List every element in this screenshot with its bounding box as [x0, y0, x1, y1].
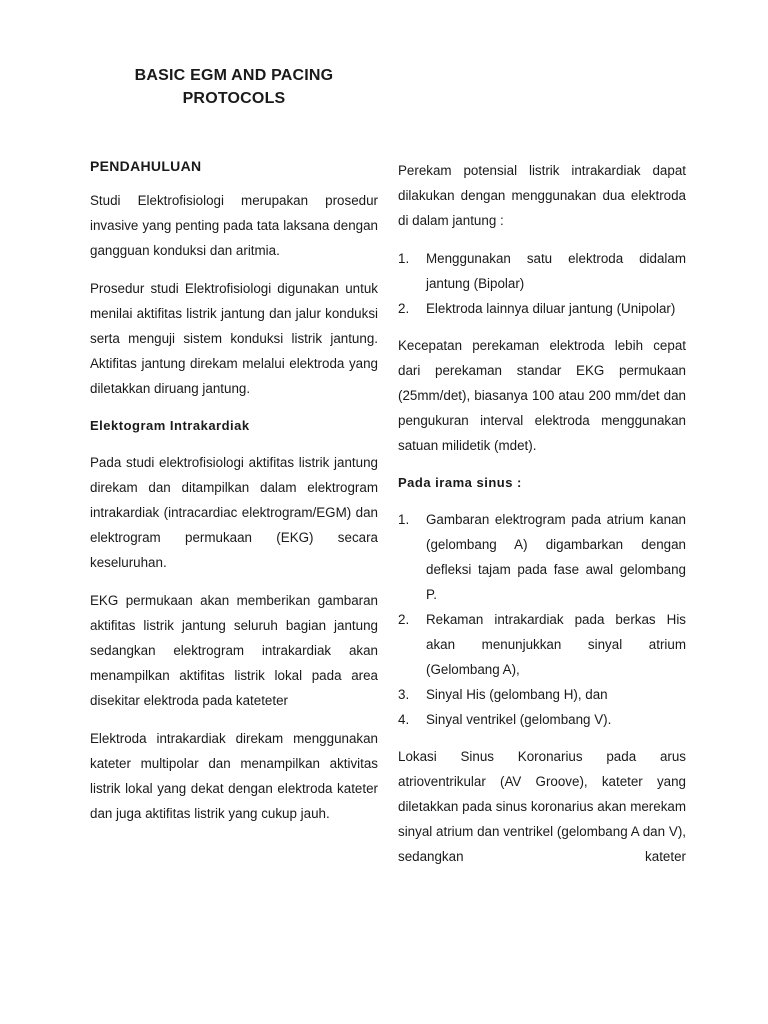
paragraph: Prosedur studi Elektrofisiologi digunakan untuk menilai aktifitas listrik jantung dan jalur konduksi serta menguji sistem konduksi listrik jantung. Aktifitas jantung direkam melalui elektroda yang diletakkan diruang jantung. [90, 281, 378, 396]
paragraph: EKG permukaan akan memberikan gambaran aktifitas listrik jantung seluruh bagian jantung sedangkan elektrogram intrakardiak akan menampilkan aktifitas listrik lokal pada area disekitar elektroda pada kateteter [90, 593, 378, 708]
list-number: 2. [398, 301, 410, 316]
list-item [398, 296, 686, 321]
list-item-text: Gambaran elektrogram pada atrium kanan (gelombang A) digambarkan dengan defleksi tajam pada fase awal gelombang P. [426, 512, 686, 602]
left-column [90, 154, 378, 839]
list-item-text: Rekaman intrakardiak pada berkas His akan menunjukkan sinyal atrium (Gelombang A), [426, 612, 686, 677]
section-heading-pendahuluan: PENDAHULUAN [90, 158, 202, 174]
document-title: BASIC EGM AND PACING PROTOCOLS [134, 67, 334, 107]
list-item [398, 707, 686, 732]
list-number: 3. [398, 687, 410, 702]
list-item [398, 246, 686, 296]
right-column [398, 158, 686, 882]
sinus-rhythm-list [398, 507, 686, 732]
paragraph: Kecepatan perekaman elektroda lebih cepat dari perekaman standar EKG permukaan (25mm/det), biasanya 100 atau 200 mm/det dan pengukuran interval elektroda menggunakan satuan milidetik (mdet). [398, 338, 686, 453]
list-item [398, 607, 686, 682]
section-subheading-elektogram: Elektogram Intrakardiak [90, 418, 250, 433]
list-item-text: Sinyal His (gelombang H), dan [426, 687, 608, 702]
list-item-text: Menggunakan satu elektroda didalam jantung (Bipolar) [426, 251, 686, 291]
list-item [398, 682, 686, 707]
paragraph: Pada studi elektrofisiologi aktifitas listrik jantung direkam dan ditampilkan dalam elektrogram intrakardiak (intracardiac elektrogram/EGM) dan elektrogram permukaan (EKG) secara keseluruhan. [90, 455, 378, 570]
list-item-text: Elektroda lainnya diluar jantung (Unipolar) [426, 301, 676, 316]
list-number: 2. [398, 612, 410, 627]
paragraph: Elektroda intrakardiak direkam menggunakan kateter multipolar dan menampilkan aktivitas listrik lokal yang dekat dengan elektroda kateter dan juga aktifitas listrik yang cukup jauh. [90, 731, 378, 821]
paragraph: Perekam potensial listrik intrakardiak dapat dilakukan dengan menggunakan dua elektroda di dalam jantung : [398, 163, 686, 228]
section-subheading-irama-sinus: Pada irama sinus : [398, 475, 522, 490]
list-item [398, 507, 686, 607]
paragraph: Studi Elektrofisiologi merupakan prosedur invasive yang penting pada tata laksana dengan gangguan konduksi dan aritmia. [90, 193, 378, 258]
electrode-list [398, 246, 686, 321]
list-number: 1. [398, 512, 410, 527]
list-number: 1. [398, 251, 410, 266]
list-number: 4. [398, 712, 410, 727]
list-item-text: Sinyal ventrikel (gelombang V). [426, 712, 612, 727]
paragraph: Lokasi Sinus Koronarius pada arus atrioventrikular (AV Groove), kateter yang diletakkan pada sinus koronarius akan merekam sinyal atrium dan ventrikel (gelombang A dan V), sedangkan kateter [398, 749, 686, 864]
